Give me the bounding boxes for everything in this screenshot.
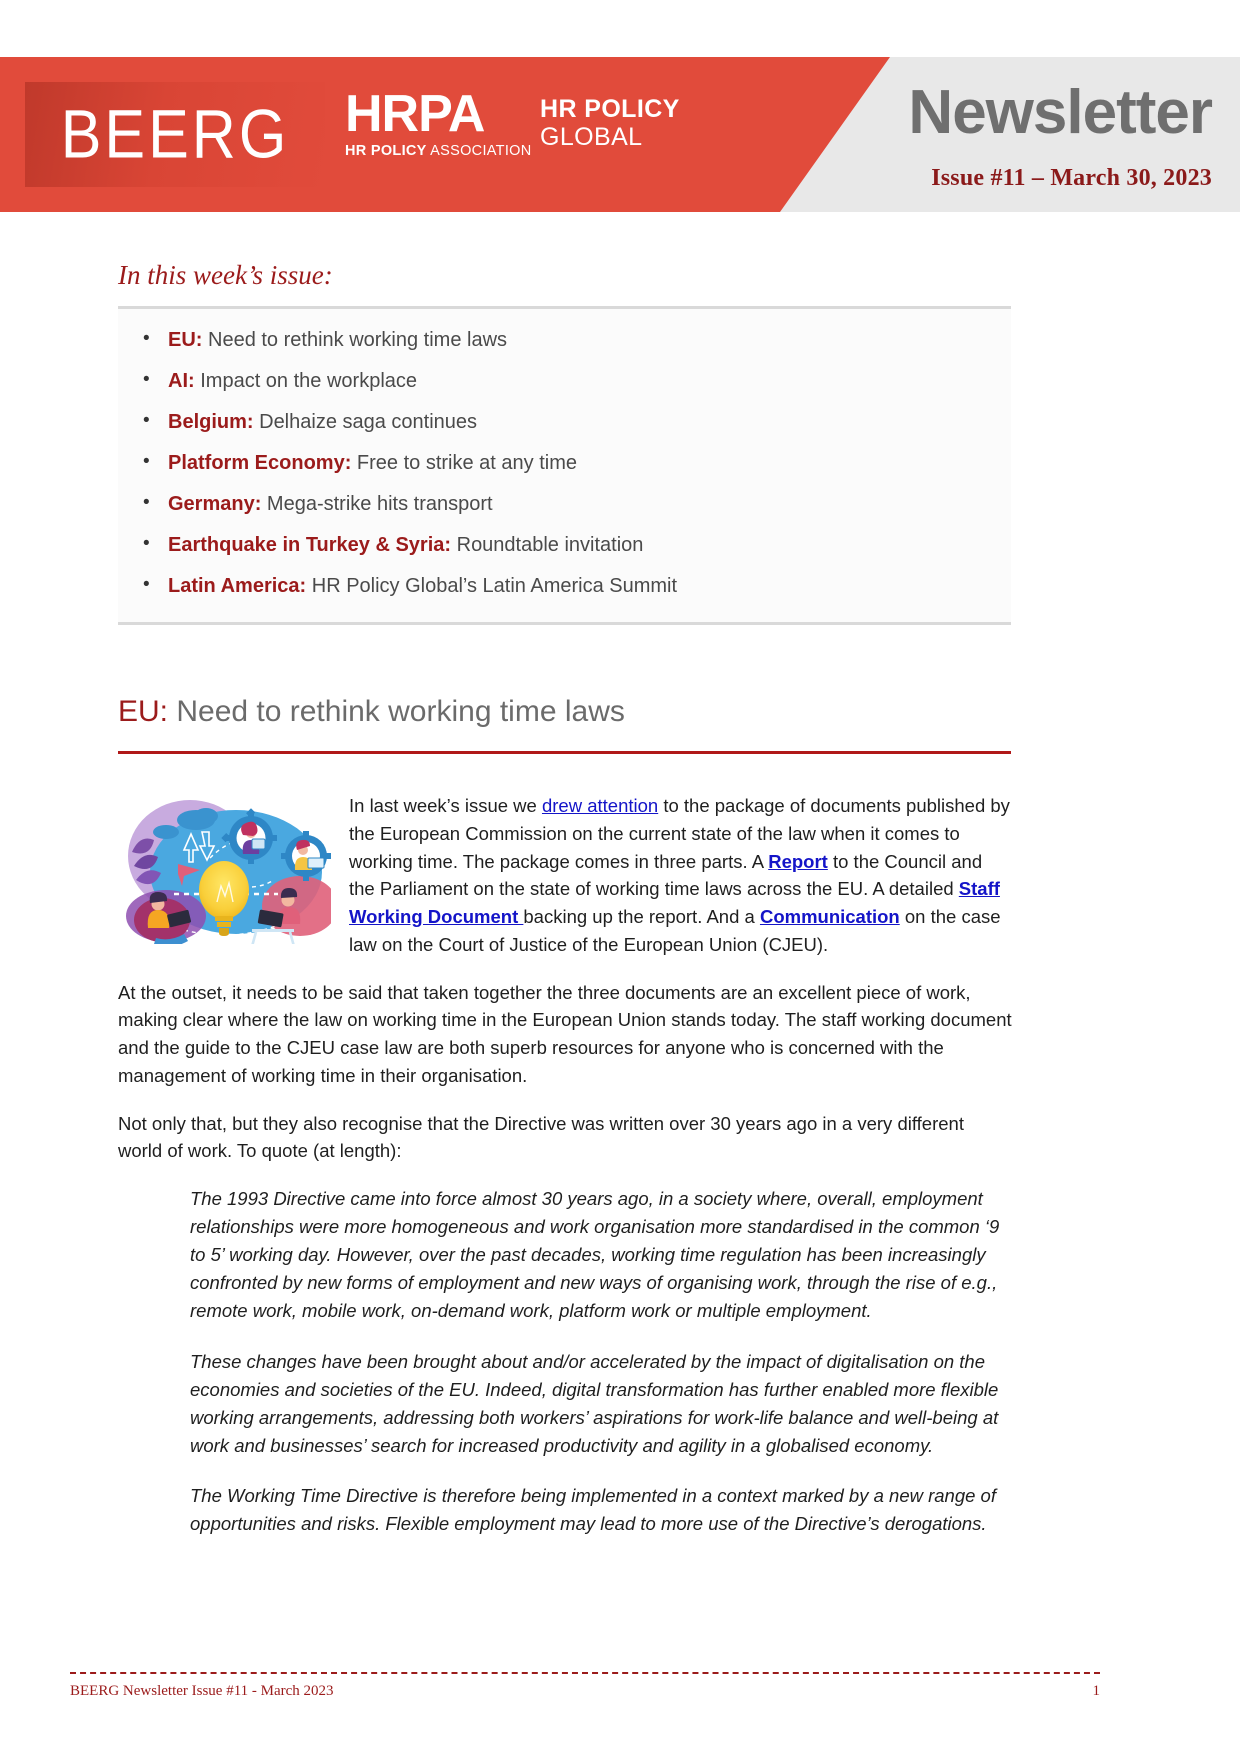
footer-row	[70, 1683, 1100, 1700]
hr-policy-global-line1: HR POLICY	[540, 95, 680, 123]
list-item[interactable]	[118, 532, 1011, 559]
document-type-title: Newsletter	[908, 78, 1212, 147]
article-blockquote	[0, 1185, 1240, 1538]
page-number: 1	[1092, 1683, 1100, 1699]
article-paragraph-2: At the outset, it needs to be said that taken together the three documents are an excellent piece of work, making clear where the law on working time in the European Union stands today. The staff working document and the guide to the CJEU case law are both superb resources for anyone who is concerned with the management of working time in their organisation.	[118, 981, 1012, 1086]
toc-item-text: Impact on the workplace	[194, 370, 418, 392]
quote-paragraph: The 1993 Directive came into force almost 30 years ago, in a society where, overall, employment relationships were more homogeneous and work organisation more standardised in the common ‘9 to 5’ working day. However, over the past decades, working time regulation has been increasingly confronted by new forms of employment and new ways of organising work, through the rise of e.g., remote work, mobile work, on-demand work, platform work or multiple employment.	[190, 1188, 1000, 1322]
footer-left-text: BEERG Newsletter Issue #11 - March 2023	[70, 1683, 334, 1699]
list-item[interactable]	[118, 368, 1011, 395]
list-item[interactable]	[118, 573, 1011, 600]
report-link[interactable]: Report	[768, 850, 828, 872]
teamwork-innovation-illustration	[118, 794, 331, 944]
article-heading-rest: Need to rethink working time laws	[168, 695, 625, 728]
toc-item-label: AI:	[168, 370, 195, 392]
toc-item-text: Roundtable invitation	[451, 534, 644, 556]
toc-item-text: Delhaize saga continues	[253, 411, 478, 433]
intro-seg-1: In last week’s issue we	[349, 795, 542, 816]
hrpa-subtitle-light: ASSOCIATION	[426, 143, 532, 160]
toc-item-label: Belgium:	[168, 411, 254, 433]
issue-date-line: Issue #11 – March 30, 2023	[931, 165, 1212, 191]
hrpa-logo-text: HRPA	[345, 85, 485, 143]
hr-policy-global-logo	[540, 95, 680, 151]
toc-title: In this week’s issue:	[118, 260, 333, 290]
toc-box	[118, 306, 1011, 625]
page-content	[0, 212, 1240, 1560]
hr-policy-global-line2: GLOBAL	[540, 123, 643, 151]
beerg-logo	[25, 82, 325, 187]
communication-link[interactable]: Communication	[759, 906, 900, 927]
staff-working-document-link[interactable]: Staff Working Document	[349, 878, 1000, 927]
article-heading-rule	[118, 751, 1011, 754]
toc-item-text: Need to rethink working time laws	[202, 329, 508, 351]
hrpa-logo-subtitle	[345, 143, 532, 159]
list-item[interactable]	[118, 327, 1011, 354]
toc-item-text: Free to strike at any time	[351, 452, 577, 474]
intro-seg-2: to the package of documents published by the European Commission on the current state of the law when it comes to working time. The package comes in three parts. A	[349, 795, 1010, 872]
list-item[interactable]	[118, 491, 1011, 518]
intro-seg-3: to the Council and the Parliament on the state of working time laws across the EU. A detailed	[349, 850, 983, 900]
toc-item-text: Mega-strike hits transport	[261, 493, 493, 515]
article-paragraph-3: Not only that, but they also recognise that the Directive was written over 30 years ago in a very different world of work. To quote (at length):	[118, 1112, 964, 1162]
intro-seg-5: on the case law on the Court of Justice of the European Union (CJEU).	[349, 906, 1001, 955]
toc-item-label: EU:	[168, 329, 203, 351]
footer-divider	[70, 1672, 1100, 1674]
toc-item-label: Platform Economy:	[168, 452, 352, 474]
list-item[interactable]	[118, 450, 1011, 477]
page-footer	[70, 1672, 1100, 1700]
article-body	[0, 792, 1240, 1165]
beerg-logo-text: BEERG	[60, 95, 290, 173]
list-item[interactable]	[118, 409, 1011, 436]
hrpa-logo	[345, 85, 532, 160]
drew-attention-link[interactable]: drew attention	[541, 795, 659, 816]
toc-item-label: Earthquake in Turkey & Syria:	[168, 534, 452, 556]
toc-list	[118, 327, 1011, 600]
quote-paragraph: These changes have been brought about and/or accelerated by the impact of digitalisation on the economies and societies of the EU. Indeed, digital transformation has further enabled more flexible working arrangements, addressing both workers’ aspirations for work-life balance and well-being at work and businesses’ search for increased productivity and agility in a globalised economy.	[190, 1350, 999, 1456]
article-heading	[118, 695, 1240, 729]
toc-item-label: Latin America:	[168, 575, 307, 597]
intro-seg-4: backing up the report. And a	[523, 906, 760, 927]
quote-paragraph: The Working Time Directive is therefore being implemented in a context marked by a new range of opportunities and risks. Flexible employment may lead to more use of the Directive’s derogations.	[190, 1484, 996, 1535]
toc-item-text: HR Policy Global’s Latin America Summit	[306, 575, 678, 597]
illustration-svg	[118, 794, 331, 944]
hrpa-subtitle-bold: HR POLICY	[345, 143, 427, 160]
newsletter-header	[0, 57, 1240, 212]
toc-item-label: Germany:	[168, 493, 262, 515]
article-heading-region: EU:	[118, 695, 169, 728]
